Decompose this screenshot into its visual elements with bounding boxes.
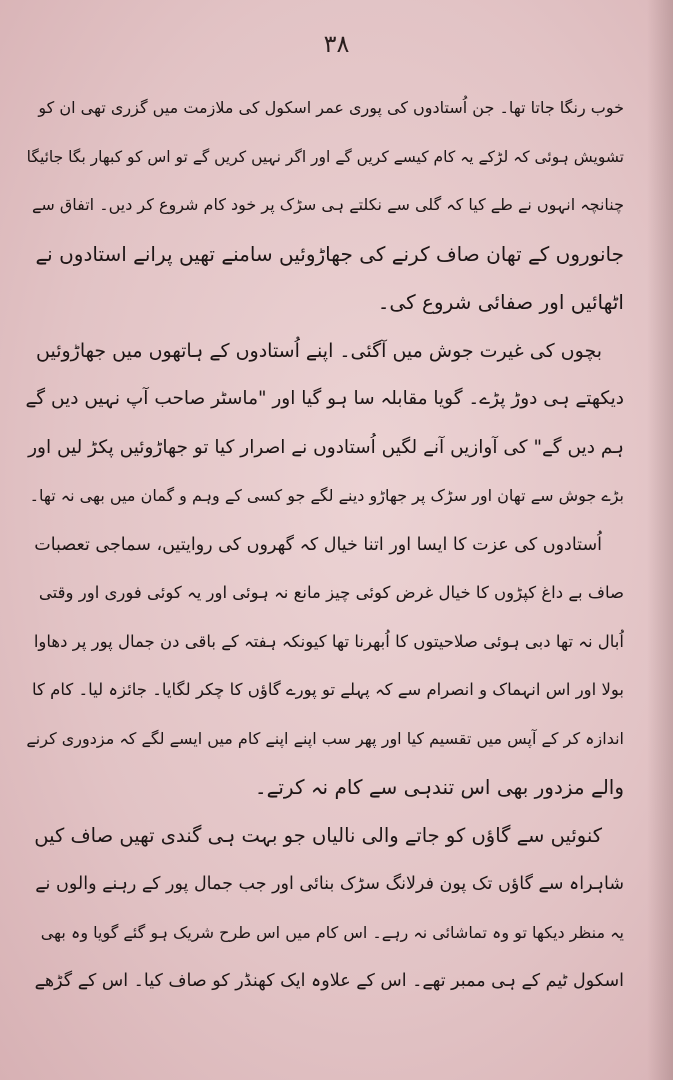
text-line: تشویش ہوئی کہ لڑکے یہ کام کیسے کریں گے اور اگر نہیں کریں گے تو اس کو کبھار بگا جائیگا (26, 147, 624, 166)
text-line: بڑے جوش سے تھان اور سڑک پر جھاڑو دینے لگے جو کسی کے وہم و گمان میں بھی نہ تھا۔ (29, 486, 624, 505)
page-number: ۳۸ (323, 30, 350, 58)
text-line: اُبال نہ تھا دبی ہوئی صلاحیتوں کا اُبھرنا تھا کیونکہ ہفتہ کے باقی دن جمال پور پر دھاوا (33, 631, 624, 651)
text-line: اُستادوں کی عزت کا ایسا اور اتنا خیال کہ گھروں کی روایتیں، سماجی تعصبات (34, 534, 602, 555)
text-line: اٹھائیں اور صفائی شروع کی۔ (377, 290, 624, 314)
text-line: شاہراہ سے گاؤں تک پون فرلانگ سڑک بنائی اور جب جمال پور کے رہنے والوں نے (35, 874, 624, 894)
text-line: دیکھتے ہی دوڑ پڑے۔ گویا مقابلہ سا ہو گیا اور "ماسٹر صاحب آپ نہیں دیں گے (25, 388, 624, 409)
text-line: اسکول ٹیم کے ہی ممبر تھے۔ اس کے علاوہ ایک کھنڈر کو صاف کیا۔ اس کے گڑھے (34, 971, 624, 991)
page-edge-shadow (647, 0, 673, 1080)
text-line: جانوروں کے تھان صاف کرنے کی جھاڑوئیں سامنے تھیں پرانے استادوں نے (35, 241, 624, 266)
text-line: صاف بے داغ کپڑوں کا خیال غرض کوئی چیز مانع نہ ہوئی اور یہ کوئی فوری اور وقتی (38, 583, 624, 602)
text-line: چنانچہ انہوں نے طے کیا کہ گلی سے نکلتے ہی سڑک پر خود کام شروع کر دیں۔ اتفاق سے (31, 195, 624, 214)
text-line: بچوں کی غیرت جوش میں آگئی۔ اپنے اُستادوں کے ہاتھوں میں جھاڑوئیں (36, 339, 602, 362)
text-line: خوب رنگا جاتا تھا۔ جن اُستادوں کی پوری عمر اسکول کی ملازمت میں گزری تھی ان کو (38, 98, 624, 117)
text-line: بولا اور اس انہماک و انصرام سے کہ پہلے تو پورے گاؤں کا چکر لگایا۔ جائزہ لیا۔ کام کا (32, 680, 624, 699)
text-line: یہ منظر دیکھا تو وہ تماشائی نہ رہے۔ اس کام میں اس طرح شریک ہو گئے گویا وہ بھی (40, 922, 624, 942)
text-line: والے مزدور بھی اس تندہی سے کام نہ کرتے۔ (254, 775, 624, 799)
text-line: کنوئیں سے گاؤں کو جاتے والی نالیاں جو بہت ہی گندی تھیں صاف کیں (34, 823, 602, 847)
text-line: ہم دیں گے" کی آوازیں آنے لگیں اُستادوں نے اصرار کیا تو جھاڑوئیں پکڑ لیں اور (28, 436, 624, 458)
text-line: اندازہ کر کے آپس میں تقسیم کیا اور پھر سب اپنے اپنے کام میں ایسے لگے کہ مزدوری کرنے (26, 728, 624, 748)
page-text (24, 92, 624, 1014)
